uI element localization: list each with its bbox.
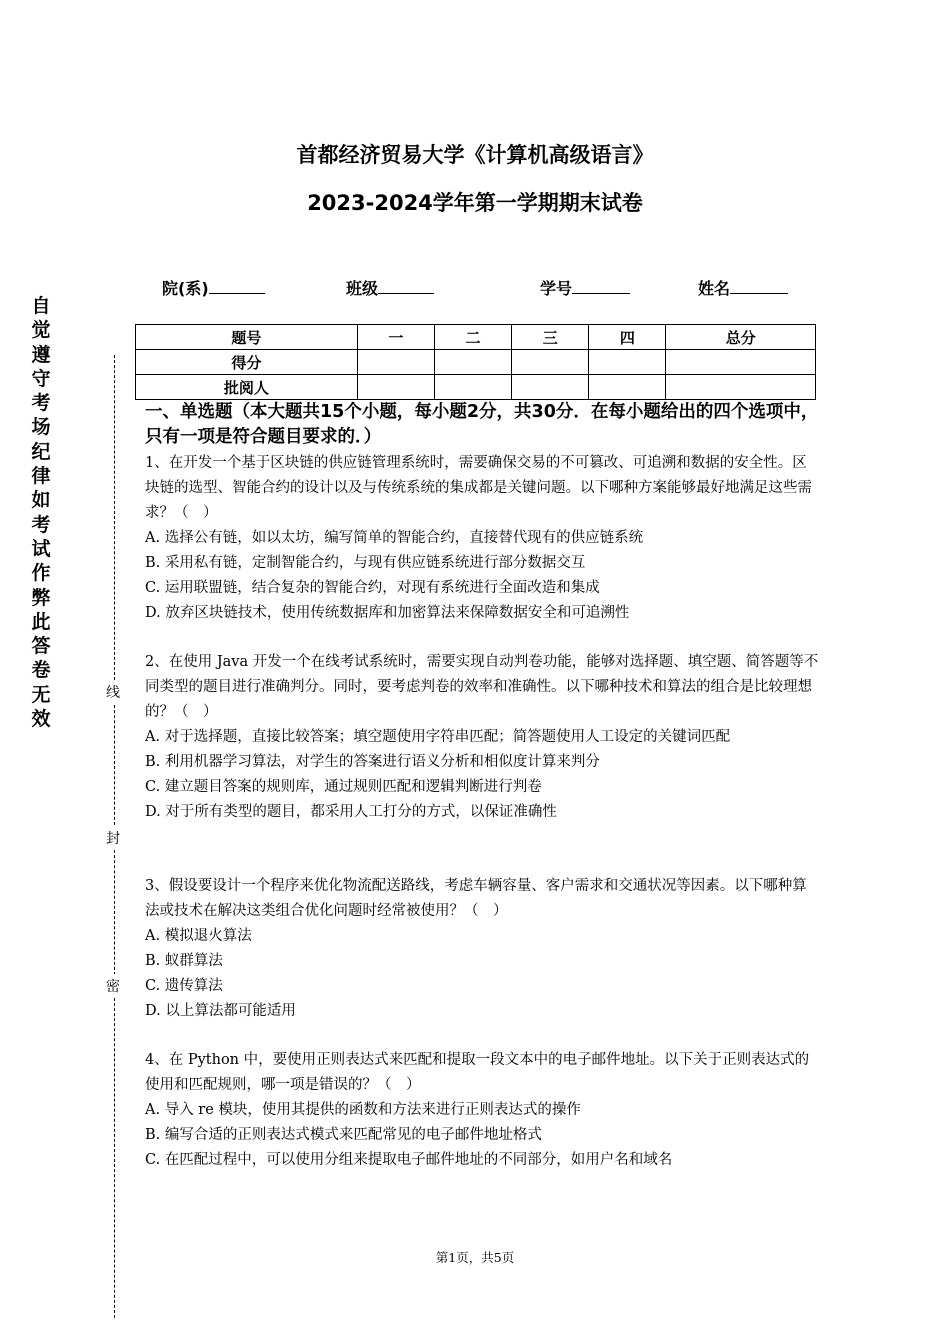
question-stem: 4、在 Python 中，要使用正则表达式来匹配和提取一段文本中的电子邮件地址。以下关于正则表达式的使用和匹配规则，哪一项是错误的？（ ）: [145, 1052, 810, 1093]
dept-field[interactable]: [162, 276, 265, 299]
integrity-notice: 自觉遵守考场纪律如考试作弊此答卷无效: [31, 295, 51, 731]
option-d: D. 以上算法都可能适用: [145, 1003, 296, 1019]
option-a: A. 模拟退火算法: [145, 928, 252, 944]
binding-mark-seal: 封: [106, 826, 120, 850]
question-stem: 2、在使用 Java 开发一个在线考试系统时，需要实现自动判卷功能，能够对选择题、填空题、简答题等不同类型的题目进行准确判分。同时，要考虑判卷的效率和准确性。以下哪种技术和算法的组合是比较理想的？（ ）: [145, 654, 819, 720]
grader-row: [136, 375, 816, 400]
header-cell: 一: [357, 325, 434, 350]
score-cell[interactable]: [589, 350, 666, 375]
option-a: A. 选择公有链，如以太坊，编写简单的智能合约，直接替代现有的供应链系统: [145, 530, 644, 546]
score-cell[interactable]: [666, 350, 816, 375]
option-b: B. 编写合适的正则表达式模式来匹配常见的电子邮件地址格式: [145, 1127, 542, 1143]
binding-dashed-line: [114, 705, 115, 825]
question-3: [145, 874, 820, 1024]
option-c: C. 遗传算法: [145, 978, 223, 994]
option-a: A. 对于选择题，直接比较答案；填空题使用字符串匹配；简答题使用人工设定的关键词匹配: [145, 729, 731, 745]
option-b: B. 蚁群算法: [145, 953, 223, 969]
score-row: [136, 350, 816, 375]
question-stem: 1、在开发一个基于区块链的供应链管理系统时，需要确保交易的不可篡改、可追溯和数据的安全性。区块链的选型、智能合约的设计以及与传统系统的集成都是关键问题。以下哪种方案能够最好地满足这些需求？（ ）: [145, 455, 812, 521]
option-d: D. 对于所有类型的题目，都采用人工打分的方式，以保证准确性: [145, 804, 557, 820]
exam-title-line1: 首都经济贸易大学《计算机高级语言》: [296, 143, 654, 167]
score-table: [135, 324, 816, 400]
grader-cell[interactable]: [434, 375, 511, 400]
option-c: C. 运用联盟链，结合复杂的智能合约，对现有系统进行全面改造和集成: [145, 580, 600, 596]
score-cell[interactable]: [434, 350, 511, 375]
header-cell: 题号: [136, 325, 358, 350]
binding-dashed-line: [114, 850, 115, 975]
page-number: 第1页，共5页: [435, 1250, 515, 1265]
question-1: [145, 451, 820, 626]
option-d: D. 放弃区块链技术，使用传统数据库和加密算法来保障数据安全和可追溯性: [145, 605, 630, 621]
header-cell: 四: [589, 325, 666, 350]
question-2: [145, 650, 820, 825]
option-c: C. 建立题目答案的规则库，通过规则匹配和逻辑判断进行判卷: [145, 779, 542, 795]
option-b: B. 利用机器学习算法，对学生的答案进行语义分析和相似度计算来判分: [145, 754, 600, 770]
question-4: [145, 1048, 820, 1173]
binding-mark-secret: 密: [106, 974, 120, 998]
binding-dashed-line: [114, 355, 115, 680]
student-id-blank[interactable]: [572, 278, 630, 294]
score-table-header-row: [136, 325, 816, 350]
binding-mark-line: 线: [106, 680, 120, 704]
section-heading: 一、单选题（本大题共15个小题，每小题2分，共30分．在每小题给出的四个选项中，只有一项是符合题目要求的．）: [145, 402, 819, 447]
grader-cell[interactable]: [357, 375, 434, 400]
score-cell[interactable]: [512, 350, 589, 375]
score-cell[interactable]: [357, 350, 434, 375]
exam-title-line2: 2023-2024学年第一学期期末试卷: [307, 191, 643, 215]
binding-dashed-line: [114, 998, 115, 1318]
grader-row-label: 批阅人: [136, 375, 358, 400]
option-a: A. 导入 re 模块，使用其提供的函数和方法来进行正则表达式的操作: [145, 1102, 581, 1118]
score-row-label: 得分: [136, 350, 358, 375]
grader-cell[interactable]: [512, 375, 589, 400]
grader-cell[interactable]: [666, 375, 816, 400]
option-b: B. 采用私有链，定制智能合约，与现有供应链系统进行部分数据交互: [145, 555, 586, 571]
dept-label: 院(系): [162, 279, 209, 298]
grader-cell[interactable]: [589, 375, 666, 400]
header-cell: 总分: [666, 325, 816, 350]
option-c: C. 在匹配过程中，可以使用分组来提取电子邮件地址的不同部分，如用户名和域名: [145, 1152, 673, 1168]
name-field[interactable]: [698, 276, 788, 299]
student-id-field[interactable]: [540, 276, 630, 299]
class-label: 班级: [346, 279, 379, 298]
name-label: 姓名: [698, 279, 731, 298]
question-stem: 3、假设要设计一个程序来优化物流配送路线，考虑车辆容量、客户需求和交通状况等因素。以下哪种算法或技术在解决这类组合优化问题时经常被使用？（ ）: [145, 878, 807, 919]
name-blank[interactable]: [730, 278, 788, 294]
class-field[interactable]: [346, 276, 434, 299]
header-cell: 二: [434, 325, 511, 350]
class-blank[interactable]: [378, 278, 434, 294]
dept-blank[interactable]: [209, 278, 265, 294]
student-id-label: 学号: [540, 279, 573, 298]
header-cell: 三: [512, 325, 589, 350]
